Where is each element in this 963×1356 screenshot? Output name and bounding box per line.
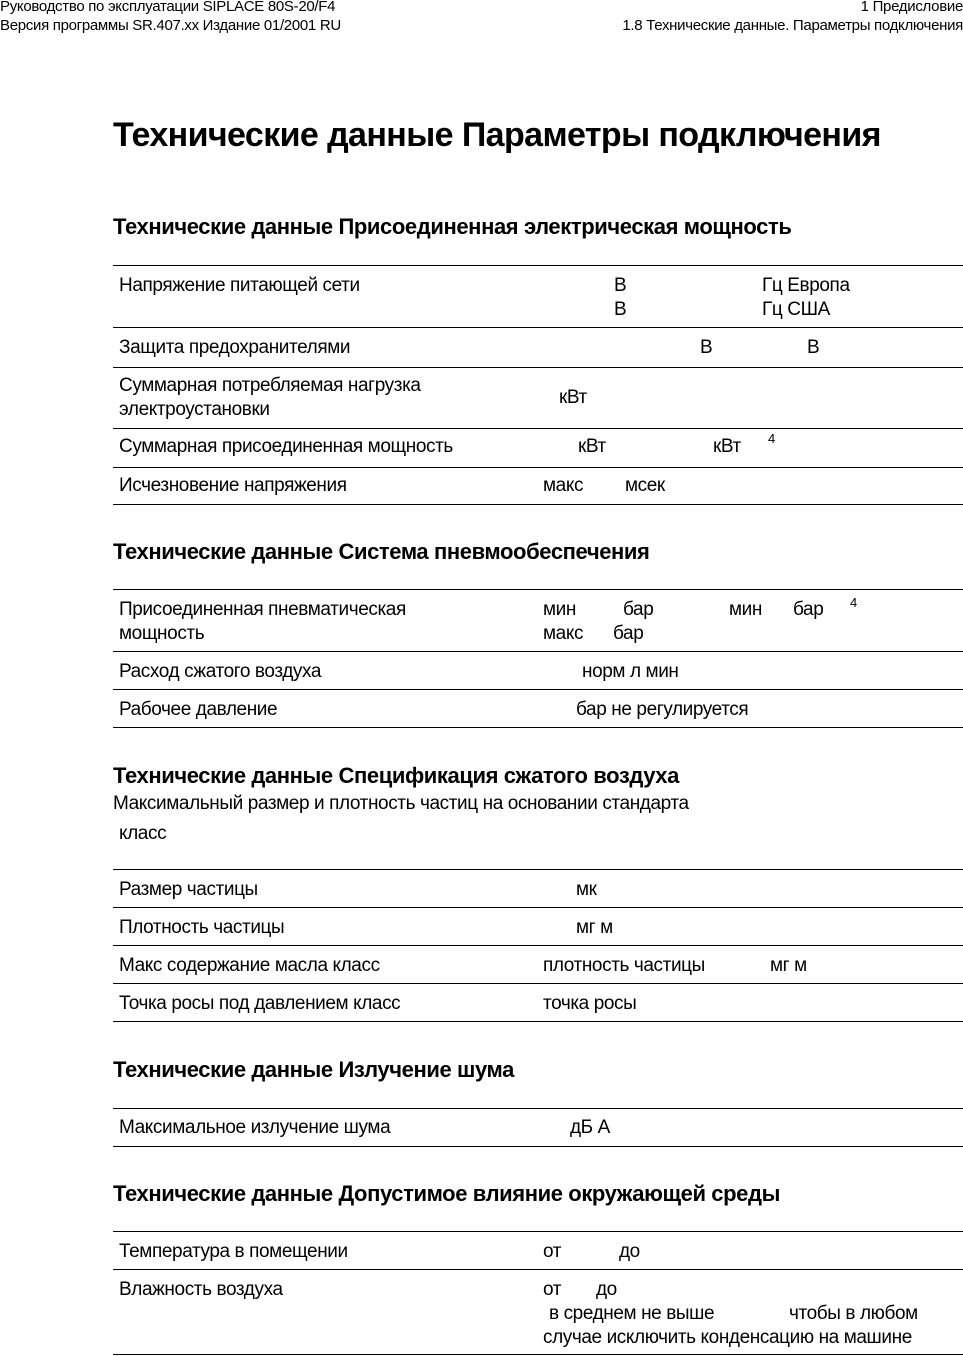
divider [113,428,963,429]
footnote-ref: 4 [850,595,858,610]
row-label: Точка росы под давлением класс [119,993,401,1014]
row-label: Влажность воздуха [119,1279,283,1300]
divider [113,467,963,468]
divider [113,367,963,368]
unit: В [807,337,820,358]
divider [113,1231,963,1232]
divider [113,504,963,505]
unit: кВт [713,436,741,457]
unit: бар [623,599,654,620]
unit: до [619,1241,640,1262]
section-heading-pneumatic: Технические данные Система пневмообеспечения [113,539,650,564]
divider [113,983,963,984]
divider [113,945,963,946]
row-label: Макс содержание масла класс [119,955,380,976]
row-label: Плотность частицы [119,917,285,938]
unit: В [614,299,627,320]
unit: мин [729,599,762,620]
unit: бар [793,599,824,620]
divider [113,869,963,870]
row-label: Суммарная потребляемая нагрузка [119,375,421,396]
unit: плотность частицы [543,955,705,976]
row-label: Исчезновение напряжения [119,475,347,496]
row-label: Защита предохранителями [119,337,351,358]
footnote-ref: 4 [768,431,776,446]
unit: бар не регулируется [576,699,749,720]
unit: мсек [625,475,665,496]
header-manual-title: Руководство по эксплуатации SIPLACE 80S-20/F4 [0,0,336,15]
section-heading-air-spec: Технические данные Спецификация сжатого воздуха [113,763,679,788]
unit: дБ А [570,1117,610,1138]
header-version: Версия программы SR.407.xx Издание 01/2001 RU [0,17,341,34]
divider [113,689,963,690]
row-label: Рабочее давление [119,699,278,720]
section-heading-noise: Технические данные Излучение шума [113,1057,514,1082]
row-label: Температура в помещении [119,1241,348,1262]
divider [113,1354,963,1355]
unit: Гц США [762,299,830,320]
header-section: 1.8 Технические данные. Параметры подключения [622,17,963,34]
divider [113,1108,963,1109]
unit: макс [543,623,584,644]
unit: мк [576,879,597,900]
note: случае исключить конденсацию на машине [543,1327,912,1348]
row-label: Напряжение питающей сети [119,275,360,296]
divider [113,589,963,590]
unit: от [543,1279,562,1300]
unit: точка росы [543,993,637,1014]
divider [113,1021,963,1022]
row-label: Присоединенная пневматическая [119,599,406,620]
unit: от [543,1241,562,1262]
unit: бар [613,623,644,644]
unit: кВт [578,436,606,457]
divider [113,907,963,908]
page-title: Технические данные Параметры подключения [113,116,881,154]
row-label: Расход сжатого воздуха [119,661,322,682]
divider [113,327,963,328]
unit: В [614,275,627,296]
unit: мин [543,599,576,620]
section-heading-electrical: Технические данные Присоединенная электрическая мощность [113,214,792,239]
divider [113,1269,963,1270]
unit: В [700,337,713,358]
divider [113,651,963,652]
divider [113,727,963,728]
row-label: Размер частицы [119,879,258,900]
row-label: мощность [119,623,205,644]
header-chapter: 1 Предисловие [860,0,963,15]
unit: до [596,1279,617,1300]
section-subtitle: Максимальный размер и плотность частиц на основании стандарта [113,793,689,814]
unit: мг м [576,917,613,938]
unit: кВт [559,387,587,408]
note: в среднем не выше [549,1303,715,1324]
note: чтобы в любом [789,1303,918,1324]
divider [113,1146,963,1147]
unit: мг м [770,955,807,976]
divider [113,265,963,266]
unit: макс [543,475,584,496]
row-label: Суммарная присоединенная мощность [119,436,453,457]
unit: Гц Европа [762,275,850,296]
section-heading-environment: Технические данные Допустимое влияние окружающей среды [113,1181,780,1206]
unit: норм л мин [582,661,679,682]
class-label: класс [119,823,167,844]
row-label: Максимальное излучение шума [119,1117,391,1138]
row-label: электроустановки [119,399,270,420]
